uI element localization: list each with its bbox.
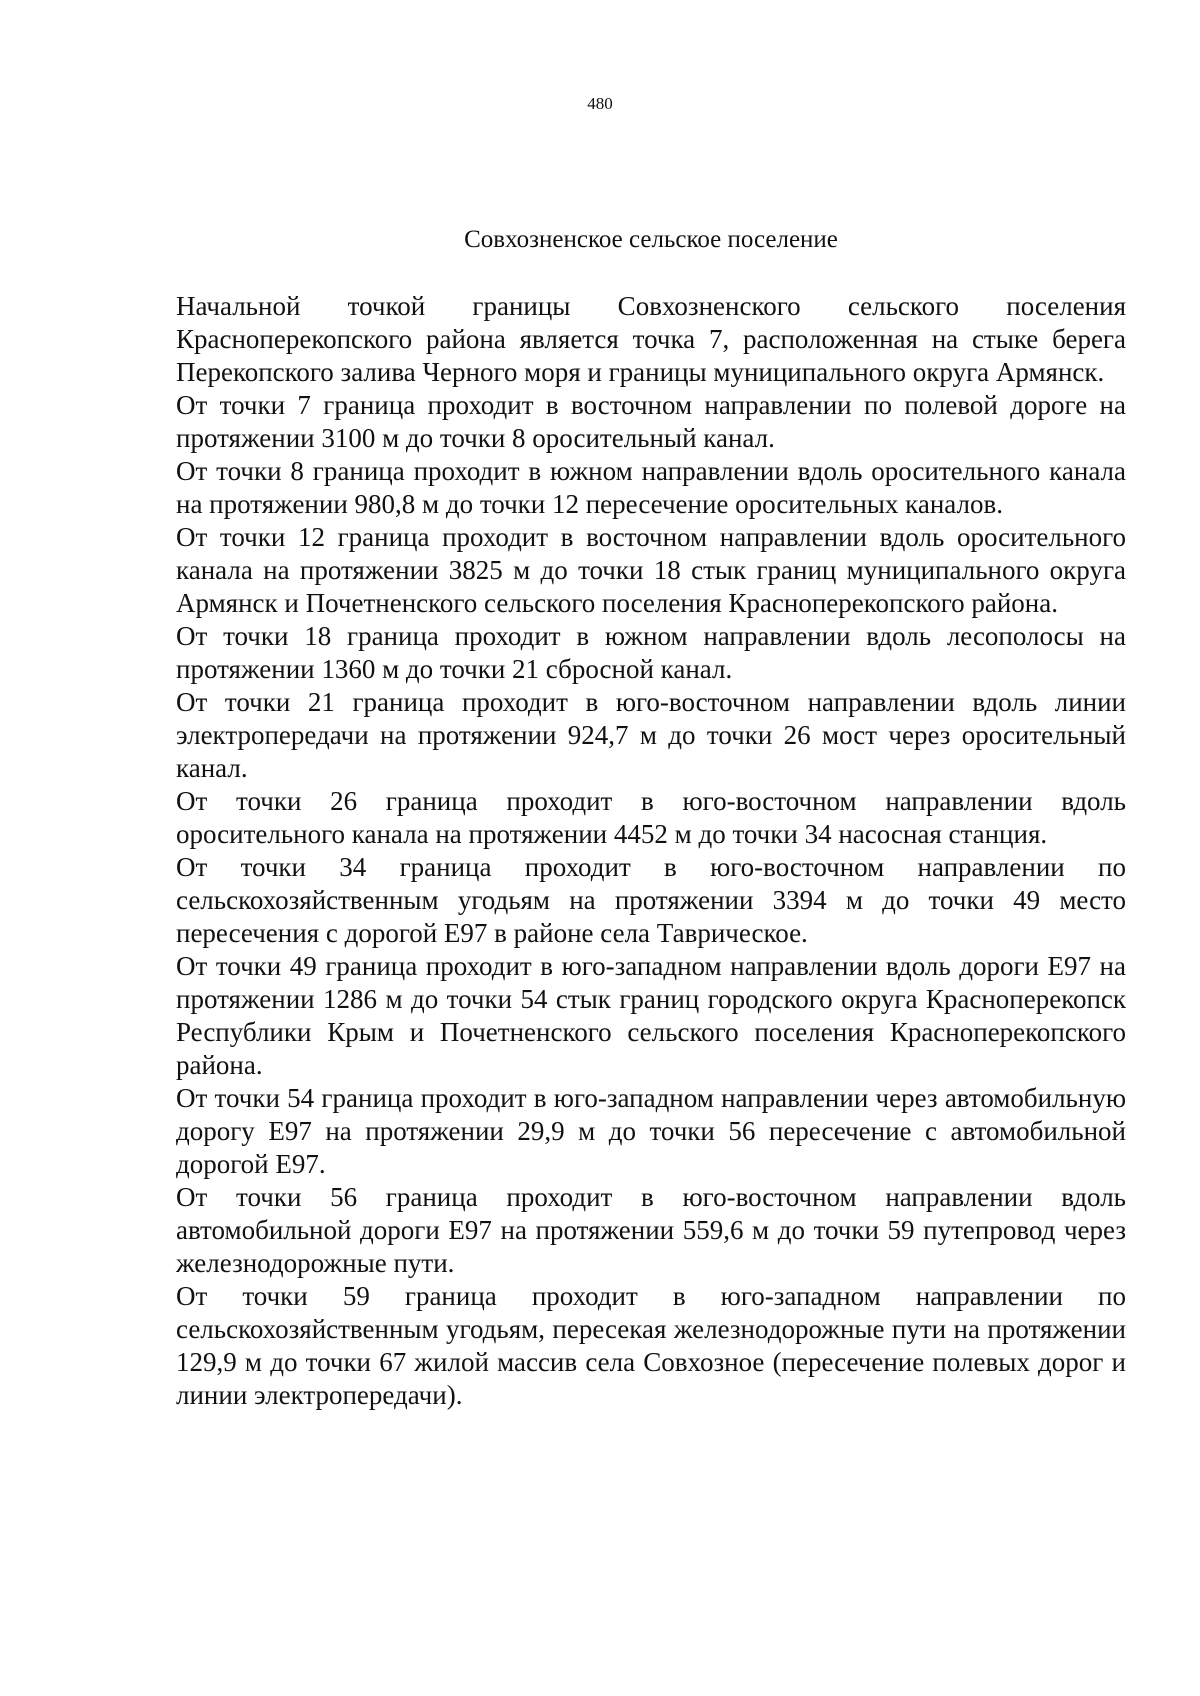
paragraph: От точки 7 граница проходит в восточном направлении по полевой дороге на протяжении 3100 м до точки 8 оросительный канал. [176,390,1126,453]
paragraph: От точки 18 граница проходит в южном направлении вдоль лесополосы на протяжении 1360 м до точки 21 сбросной канал. [176,621,1126,684]
paragraph: От точки 8 граница проходит в южном направлении вдоль оросительного канала на протяжении 980,8 м до точки 12 пересечение оросительных каналов. [176,456,1126,519]
paragraph: От точки 26 граница проходит в юго-восточном направлении вдоль оросительного канала на протяжении 4452 м до точки 34 насосная станция. [176,786,1126,849]
paragraph: От точки 12 граница проходит в восточном направлении вдоль оросительного канала на протяжении 3825 м до точки 18 стык границ муниципального округа Армянск и Почетненского сельского поселения Красноперекопского района. [176,522,1126,618]
paragraph: От точки 59 граница проходит в юго-западном направлении по сельскохозяйственным угодьям, пересекая железнодорожные пути на протяжении 129,9 м до точки 67 жилой массив села Совхозное (пересечение полевых дорог и линии электропередачи). [176,1281,1126,1410]
page-number: 480 [587,94,613,113]
section-title: Совхозненское сельское поселение [464,226,838,253]
paragraph: От точки 54 граница проходит в юго-западном направлении через автомобильную дорогу Е97 на протяжении 29,9 м до точки 56 пересечение с автомобильной дорогой Е97. [176,1083,1126,1179]
paragraph: От точки 56 граница проходит в юго-восточном направлении вдоль автомобильной дороги Е97 на протяжении 559,6 м до точки 59 путепровод через железнодорожные пути. [176,1182,1126,1278]
paragraph: От точки 34 граница проходит в юго-восточном направлении по сельскохозяйственным угодьям на протяжении 3394 м до точки 49 место пересечения с дорогой Е97 в районе села Таврическое. [176,852,1126,948]
paragraph: От точки 21 граница проходит в юго-восточном направлении вдоль линии электропередачи на протяжении 924,7 м до точки 26 мост через оросительный канал. [176,687,1126,783]
document-body [176,290,1126,1412]
paragraph: От точки 49 граница проходит в юго-западном направлении вдоль дороги Е97 на протяжении 1286 м до точки 54 стык границ городского округа Красноперекопск Республики Крым и Почетненского сельского поселения Красноперекопского района. [176,951,1126,1080]
paragraph: Начальной точкой границы Совхозненского сельского поселения Красноперекопского района является точка 7, расположенная на стыке берега Перекопского залива Черного моря и границы муниципального округа Армянск. [176,291,1126,387]
